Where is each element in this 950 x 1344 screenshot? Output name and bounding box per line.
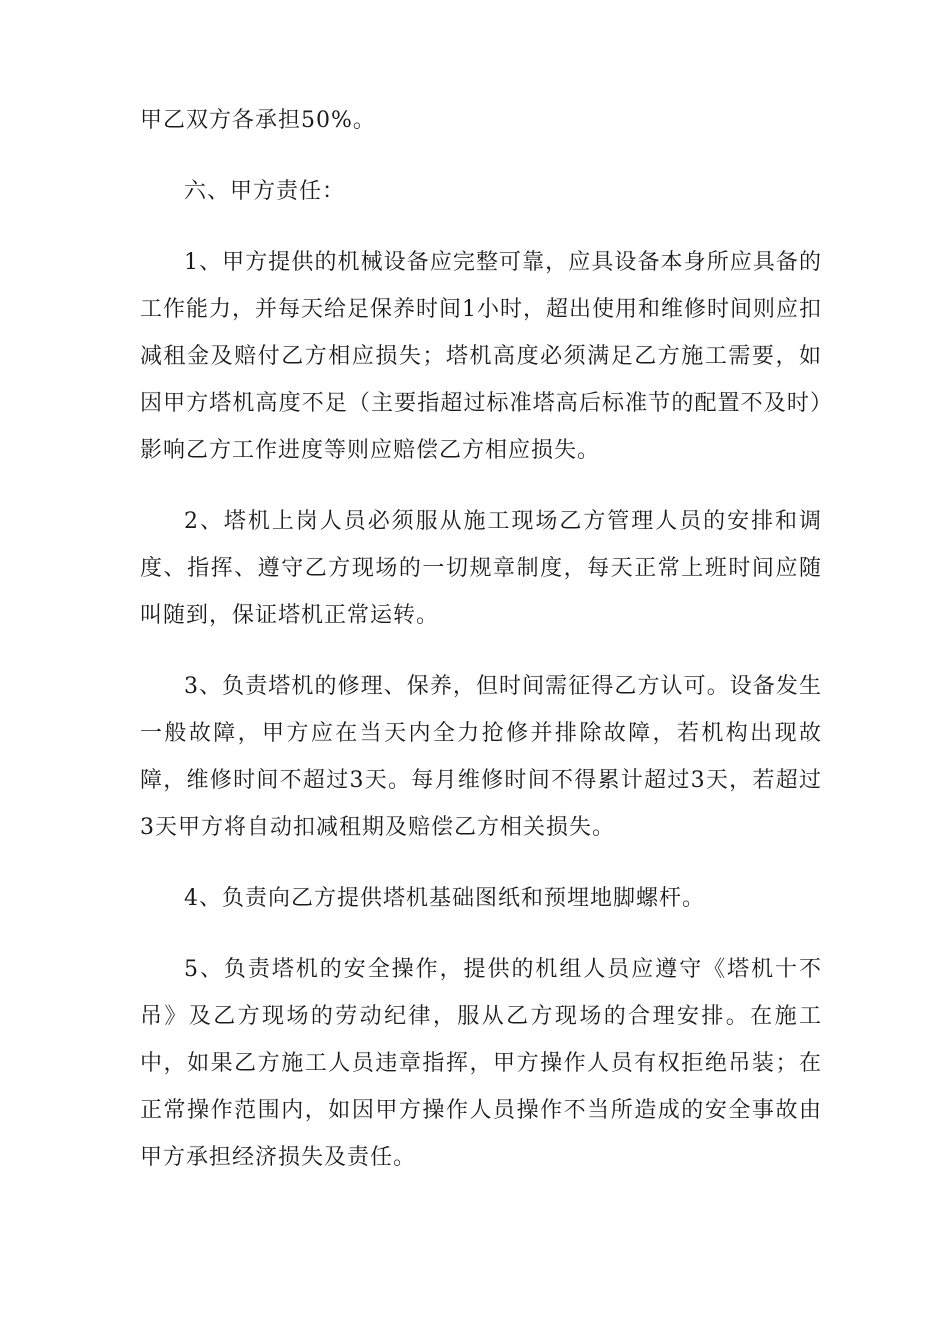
clause-1-equipment: 1、甲方提供的机械设备应完整可靠，应具设备本身所应具备的工作能力，并每天给足保养时间1小时，超出使用和维修时间则应扣减租金及赔付乙方相应损失；塔机高度必须满足乙方施工需要，如因甲方塔机高度不足（主要指超过标准塔高后标准节的配置不及时）影响乙方工作进度等则应赔偿乙方相应损失。 xyxy=(140,250,822,463)
clause-5-safe-operation: 5、负责塔机的安全操作，提供的机组人员应遵守《塔机十不吊》及乙方现场的劳动纪律，服从乙方现场的合理安排。在施工中，如果乙方施工人员违章指挥，甲方操作人员有权拒绝吊装；在正常操作范围内，如因甲方操作人员操作不当所造成的安全事故由甲方承担经济损失及责任。 xyxy=(140,957,822,1170)
paragraph-cost-sharing: 甲乙双方各承担50%。 xyxy=(140,108,376,133)
clause-3-maintenance: 3、负责塔机的修理、保养，但时间需征得乙方认可。设备发生一般故障，甲方应在当天内全力抢修并排除故障，若机构出现故障，维修时间不超过3天。每月维修时间不得累计超过3天，若超过3天甲方将自动扣减租期及赔偿乙方相关损失。 xyxy=(140,674,822,840)
section-heading-party-a-responsibilities: 六、甲方责任： xyxy=(184,179,346,204)
clause-2-operators: 2、塔机上岗人员必须服从施工现场乙方管理人员的安排和调度、指挥、遵守乙方现场的一切规章制度，每天正常上班时间应随叫随到，保证塔机正常运转。 xyxy=(140,509,822,628)
clause-4-foundation-drawings: 4、负责向乙方提供塔机基础图纸和预埋地脚螺杆。 xyxy=(184,886,705,911)
